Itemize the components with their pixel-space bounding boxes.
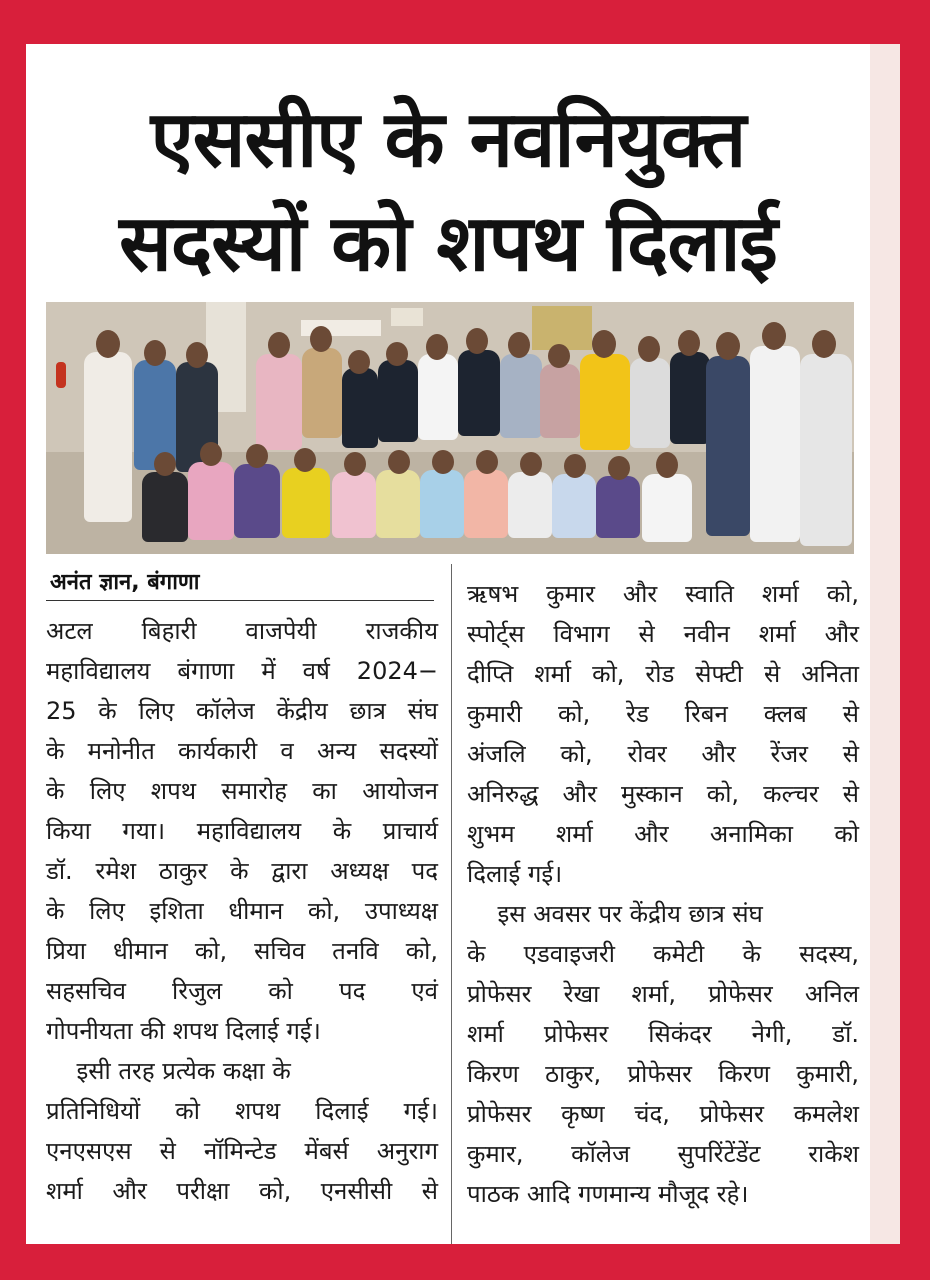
article-line: अंजलि को, रोवर और रेंजर से: [467, 740, 859, 768]
headline-line-1: एससीए के नवनियुक्त: [150, 95, 746, 185]
photo-person: [800, 354, 852, 546]
article-line: पाठक आदि गणमान्य मौजूद रहे।: [467, 1180, 749, 1208]
article-line: एनएसएस से नॉमिन्टेड मेंबर्स अनुराग: [46, 1137, 438, 1165]
photo-person: [420, 470, 464, 538]
photo-person-head: [200, 442, 222, 466]
group-photo: [46, 302, 854, 554]
photo-person-head: [812, 330, 836, 358]
photo-person-head: [548, 344, 570, 368]
photo-person-head: [294, 448, 316, 472]
article-line: गोपनीयता की शपथ दिलाई गई।: [46, 1017, 321, 1045]
article-line: डॉ. रमेश ठाकुर के द्वारा अध्यक्ष पद: [46, 857, 438, 885]
photo-person: [458, 350, 500, 436]
article-column-right: [467, 574, 859, 1214]
photo-poster: [532, 306, 592, 350]
photo-person: [376, 470, 420, 538]
byline-rule: [46, 600, 434, 601]
photo-person-head: [386, 342, 408, 366]
fire-extinguisher-icon: [56, 362, 66, 388]
newspaper-clipping: [26, 44, 870, 1244]
photo-person-head: [154, 452, 176, 476]
article-line: के लिए इशिता धीमान को, उपाध्यक्ष: [46, 897, 438, 925]
page-edge-strip: [870, 44, 900, 1244]
photo-person-head: [186, 342, 208, 368]
photo-person-head: [476, 450, 498, 474]
article-line: ऋषभ कुमार और स्वाति शर्मा को,: [467, 580, 859, 608]
photo-person: [332, 472, 376, 538]
headline-line-2: सदस्यों को शपथ दिलाई: [119, 199, 777, 289]
photo-library-board: [391, 308, 423, 326]
photo-person-head: [678, 330, 700, 356]
photo-person: [750, 346, 800, 542]
photo-person-head: [388, 450, 410, 474]
article-line: कुमारी को, रेड रिबन क्लब से: [467, 700, 859, 728]
photo-person-head: [268, 332, 290, 358]
headline: [26, 88, 870, 296]
article-line: स्पोर्ट्स विभाग से नवीन शर्मा और: [467, 620, 859, 648]
article-line: इस अवसर पर केंद्रीय छात्र संघ: [467, 900, 763, 928]
photo-person: [142, 472, 188, 542]
photo-person-head: [564, 454, 586, 478]
article-line: प्रतिनिधियों को शपथ दिलाई गई।: [46, 1097, 438, 1125]
photo-person: [84, 352, 132, 522]
article-column-left: [46, 611, 438, 1211]
column-divider: [451, 564, 452, 1244]
article-line: दिलाई गई।: [467, 860, 563, 888]
photo-person: [596, 476, 640, 538]
photo-person-head: [348, 350, 370, 374]
photo-person-head: [638, 336, 660, 362]
photo-person: [188, 462, 234, 540]
photo-person: [630, 358, 670, 448]
photo-person: [302, 348, 342, 438]
article-line: के एडवाइजरी कमेटी के सदस्य,: [467, 940, 859, 968]
photo-person: [464, 470, 508, 538]
photo-person: [234, 464, 280, 538]
photo-person-head: [508, 332, 530, 358]
article-line: शर्मा और परीक्षा को, एनसीसी से: [46, 1177, 438, 1205]
photo-person-head: [426, 334, 448, 360]
photo-person: [670, 352, 710, 444]
photo-person: [282, 468, 330, 538]
article-line: सहसचिव रिजुल को पद एवं: [46, 977, 438, 1005]
article-line: प्रिया धीमान को, सचिव तनवि को,: [46, 937, 438, 965]
photo-person: [508, 472, 552, 538]
article-line: कुमार, कॉलेज सुपरिंटेंडेंट राकेश: [467, 1140, 859, 1168]
photo-person-head: [310, 326, 332, 352]
photo-person-head: [762, 322, 786, 350]
photo-person: [552, 474, 596, 538]
photo-person: [580, 354, 630, 450]
byline: अनंत ज्ञान, बंगाणा: [50, 570, 200, 595]
photo-person-head: [520, 452, 542, 476]
photo-person-head: [246, 444, 268, 468]
photo-person: [378, 360, 418, 442]
article-line: महाविद्यालय बंगाणा में वर्ष 2024−: [46, 657, 438, 685]
photo-person-head: [432, 450, 454, 474]
article-line: के लिए शपथ समारोह का आयोजन: [46, 777, 438, 805]
photo-person: [540, 364, 580, 438]
article-line: अनिरुद्ध और मुस्कान को, कल्चर से: [467, 780, 859, 808]
photo-person-head: [608, 456, 630, 480]
photo-person: [500, 354, 542, 438]
photo-person-head: [656, 452, 678, 478]
article-line: किरण ठाकुर, प्रोफेसर किरण कुमारी,: [467, 1060, 859, 1088]
article-line: किया गया। महाविद्यालय के प्राचार्य: [46, 817, 438, 845]
article-line: शर्मा प्रोफेसर सिकंदर नेगी, डॉ.: [467, 1020, 859, 1048]
photo-person: [342, 368, 378, 448]
photo-person: [418, 354, 458, 440]
article-line: अटल बिहारी वाजपेयी राजकीय: [46, 617, 438, 645]
photo-person-head: [716, 332, 740, 360]
photo-person-head: [466, 328, 488, 354]
article-line: प्रोफेसर रेखा शर्मा, प्रोफेसर अनिल: [467, 980, 859, 1008]
photo-person: [256, 354, 302, 450]
article-line: इसी तरह प्रत्येक कक्षा के: [46, 1057, 291, 1085]
article-line: दीप्ति शर्मा को, रोड सेफ्टी से अनिता: [467, 660, 859, 688]
photo-person: [642, 474, 692, 542]
photo-person-head: [344, 452, 366, 476]
article-line: शुभम शर्मा और अनामिका को: [467, 820, 859, 848]
photo-person: [706, 356, 750, 536]
photo-person-head: [592, 330, 616, 358]
article-line: 25 के लिए कॉलेज केंद्रीय छात्र संघ: [46, 697, 438, 725]
photo-person-head: [144, 340, 166, 366]
article-line: प्रोफेसर कृष्ण चंद, प्रोफेसर कमलेश: [467, 1100, 859, 1128]
article-line: के मनोनीत कार्यकारी व अन्य सदस्यों: [46, 737, 438, 765]
photo-person-head: [96, 330, 120, 358]
